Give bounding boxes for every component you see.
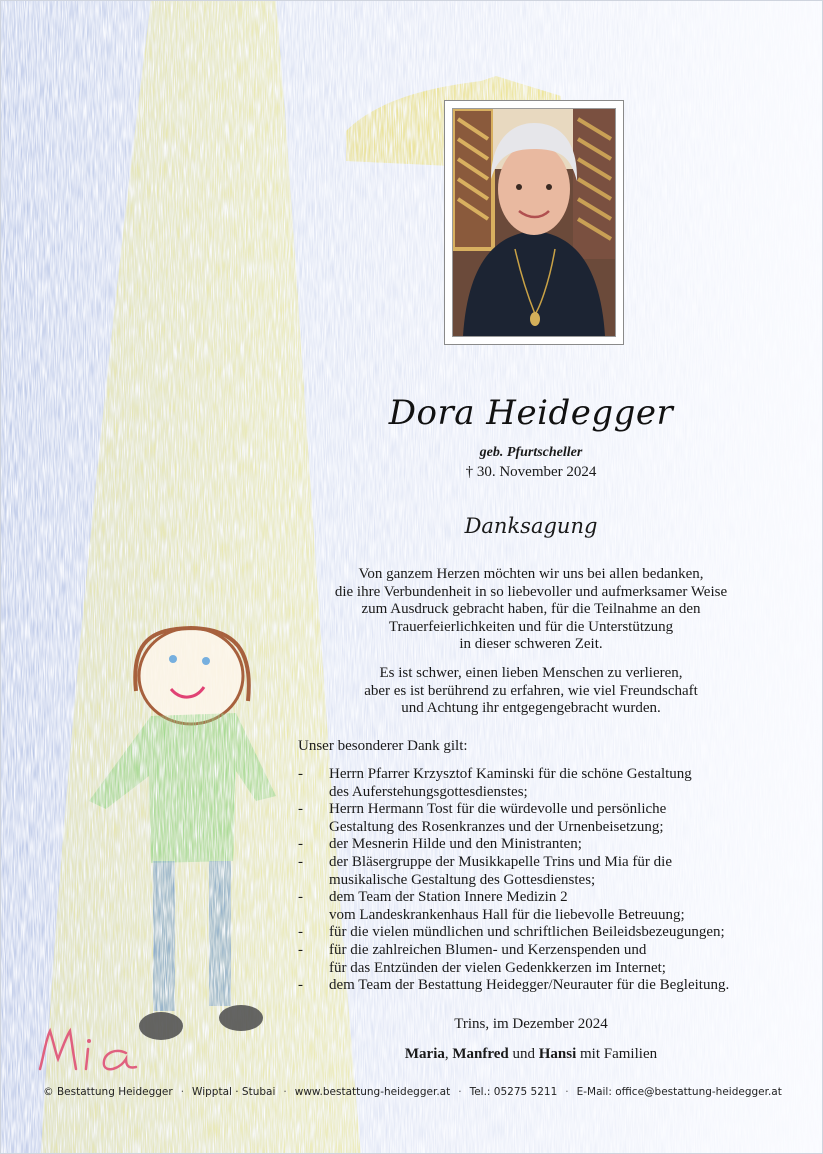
family-suffix: mit Familien bbox=[576, 1046, 658, 1062]
place-date: Trins, im Dezember 2024 bbox=[454, 1016, 608, 1032]
footer-website-link[interactable]: www.bestattung-heidegger.at bbox=[294, 1086, 451, 1098]
footer-email-link[interactable]: E-Mail: office@bestattung-heidegger.at bbox=[576, 1086, 782, 1098]
list-marker: - bbox=[298, 766, 303, 782]
footer-copyright: © Bestattung Heidegger bbox=[43, 1086, 173, 1098]
list-item-text: der Mesnerin Hilde und den Ministranten; bbox=[329, 836, 582, 853]
portrait-frame bbox=[444, 100, 624, 345]
list-item bbox=[298, 766, 778, 801]
footer-separator: · bbox=[180, 1086, 185, 1098]
list-item-text: dem Team der Station Innere Medizin 2 vom Landeskrankenhaus Hall für die liebevolle Betreuung; bbox=[329, 889, 685, 923]
list-item bbox=[298, 924, 778, 942]
portrait-photo bbox=[452, 108, 616, 337]
list-marker: - bbox=[298, 924, 303, 941]
family-signoff bbox=[301, 1046, 761, 1063]
paragraph-line: zum Ausdruck gebracht haben, für die Teilnahme an den bbox=[361, 601, 701, 618]
thanks-list-lead: Unser besonderer Dank gilt: bbox=[298, 738, 468, 754]
list-item bbox=[298, 836, 778, 854]
list-item-text: Herrn Hermann Tost für die würdevolle und persönliche Gestaltung des Rosenkranzes und der Urnenbeisetzung; bbox=[329, 801, 667, 835]
paragraph-line: Es ist schwer, einen lieben Menschen zu verlieren, bbox=[379, 665, 683, 681]
family-name-maria: Maria bbox=[404, 1046, 445, 1062]
footer bbox=[1, 1086, 823, 1098]
paragraph-line: Trauerfeierlichkeiten und für die Unterstützung bbox=[388, 618, 674, 635]
family-separator: und bbox=[508, 1046, 539, 1062]
footer-separator: · bbox=[458, 1086, 462, 1098]
signature-mia bbox=[36, 1019, 146, 1079]
list-marker: - bbox=[298, 853, 303, 870]
list-item-text: der Bläsergruppe der Musikkapelle Trins und Mia für die musikalische Gestaltung des Gottesdienstes; bbox=[329, 853, 673, 888]
list-marker: - bbox=[298, 977, 303, 994]
list-item-text: dem Team der Bestattung Heidegger/Neurauter für die Begleitung. bbox=[329, 977, 730, 994]
footer-region: Wipptal · Stubai bbox=[192, 1086, 276, 1098]
list-item-text: für die zahlreichen Blumen- und Kerzenspenden und für das Entzünden der vielen Gedenkkerzen im Internet; bbox=[329, 941, 666, 976]
list-marker: - bbox=[298, 889, 303, 906]
list-marker: - bbox=[298, 836, 303, 853]
footer-phone: Tel.: 05275 5211 bbox=[469, 1086, 558, 1098]
list-item bbox=[298, 801, 778, 836]
paragraph-line: die ihre Verbundenheit in so liebevoller und aufmerksamer Weise bbox=[334, 583, 728, 600]
list-item-text: Herrn Pfarrer Krzysztof Kaminski für die schöne Gestaltung des Auferstehungsgottesdienstes; bbox=[329, 766, 692, 800]
paragraph-line: aber es ist berührend zu erfahren, wie viel Freundschaft bbox=[364, 682, 698, 699]
list-item bbox=[298, 889, 778, 924]
footer-separator: · bbox=[283, 1086, 287, 1098]
footer-separator: · bbox=[565, 1086, 569, 1098]
family-name-manfred: Manfred bbox=[452, 1046, 509, 1062]
paragraph-line: in dieser schweren Zeit. bbox=[459, 636, 603, 653]
thanks-paragraph-2 bbox=[301, 665, 761, 718]
paragraph-line: und Achtung ihr entgegengebracht wurden. bbox=[401, 700, 661, 717]
death-date: † 30. November 2024 bbox=[465, 464, 597, 480]
deceased-name: Dora Heidegger bbox=[388, 393, 674, 433]
list-item bbox=[298, 977, 778, 995]
list-item bbox=[298, 854, 778, 889]
list-marker: - bbox=[298, 941, 303, 958]
paragraph-line: Von ganzem Herzen möchten wir uns bei allen bedanken, bbox=[358, 566, 704, 582]
list-marker: - bbox=[298, 801, 303, 818]
maiden-name: geb. Pfurtscheller bbox=[479, 445, 583, 460]
list-item bbox=[298, 942, 778, 977]
family-name-hansi: Hansi bbox=[538, 1046, 577, 1062]
thanks-paragraph-1 bbox=[301, 566, 761, 654]
thanks-list bbox=[298, 766, 778, 995]
family-separator: , bbox=[444, 1046, 453, 1062]
thanks-title: Danksagung bbox=[464, 514, 598, 538]
list-item-text: für die vielen mündlichen und schriftlichen Beileidsbezeugungen; bbox=[329, 924, 725, 941]
